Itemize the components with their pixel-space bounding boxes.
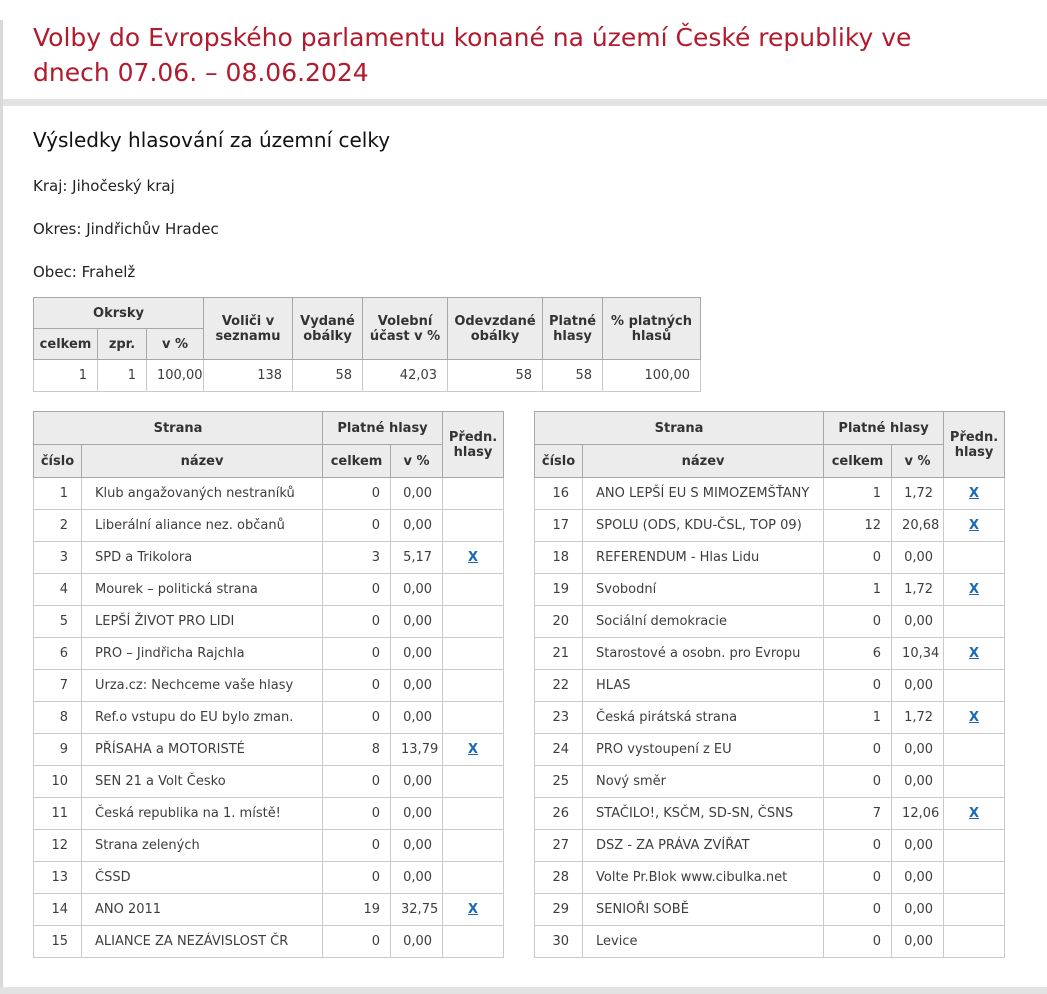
- window-edge-bottom: [0, 987, 1047, 994]
- party-name: PŘÍSAHA a MOTORISTÉ: [82, 734, 323, 766]
- party-votes-total: 0: [323, 830, 391, 862]
- party-header-strana: Strana: [535, 412, 824, 445]
- party-header-vpct: v %: [391, 445, 443, 478]
- party-name: Strana zelených: [82, 830, 323, 862]
- pref-votes-link[interactable]: X: [969, 486, 980, 501]
- party-name: SEN 21 a Volt Česko: [82, 766, 323, 798]
- pref-votes-link[interactable]: X: [969, 582, 980, 597]
- summary-header-zpr: zpr.: [98, 329, 147, 360]
- party-votes-total: 8: [323, 734, 391, 766]
- party-row: [34, 510, 504, 542]
- section-heading: Výsledky hlasování za územní celky: [33, 128, 391, 152]
- party-header-platne-hlasy: Platné hlasy: [824, 412, 944, 445]
- party-pref-cell: [944, 894, 1005, 926]
- party-pref-cell: [944, 606, 1005, 638]
- party-number: 28: [535, 862, 583, 894]
- party-votes-percent: 32,75: [391, 894, 443, 926]
- party-name: Klub angažovaných nestraníků: [82, 478, 323, 510]
- party-number: 18: [535, 542, 583, 574]
- party-number: 6: [34, 638, 82, 670]
- summary-header-okrsky: Okrsky: [34, 298, 204, 329]
- party-votes-total: 7: [824, 798, 892, 830]
- summary-header-vpct: v %: [147, 329, 204, 360]
- party-votes-total: 0: [824, 542, 892, 574]
- party-number: 12: [34, 830, 82, 862]
- party-pref-cell: [443, 734, 504, 766]
- party-name: ANO 2011: [82, 894, 323, 926]
- party-votes-total: 3: [323, 542, 391, 574]
- region-line: Kraj: Jihočeský kraj: [33, 177, 175, 195]
- party-number: 20: [535, 606, 583, 638]
- party-votes-percent: 20,68: [892, 510, 944, 542]
- party-table-left: [33, 411, 504, 958]
- party-votes-percent: 0,00: [892, 894, 944, 926]
- party-pref-cell: [443, 926, 504, 958]
- party-number: 7: [34, 670, 82, 702]
- summary-header-pct-platnych: % platných hlasů: [603, 298, 701, 360]
- party-row: [34, 926, 504, 958]
- pref-votes-link[interactable]: X: [969, 518, 980, 533]
- party-votes-total: 12: [824, 510, 892, 542]
- party-number: 9: [34, 734, 82, 766]
- party-row: [535, 830, 1005, 862]
- party-votes-percent: 0,00: [892, 734, 944, 766]
- party-number: 27: [535, 830, 583, 862]
- party-row: [34, 638, 504, 670]
- district-line: Okres: Jindřichův Hradec: [33, 220, 219, 238]
- party-header-celkem: celkem: [323, 445, 391, 478]
- party-row: [535, 926, 1005, 958]
- party-name: Ref.o vstupu do EU bylo zman.: [82, 702, 323, 734]
- party-votes-percent: 0,00: [892, 926, 944, 958]
- party-votes-percent: 0,00: [391, 926, 443, 958]
- party-number: 30: [535, 926, 583, 958]
- party-name: Nový směr: [583, 766, 824, 798]
- party-pref-cell: [944, 510, 1005, 542]
- party-number: 14: [34, 894, 82, 926]
- party-row: [535, 862, 1005, 894]
- party-votes-total: 0: [323, 670, 391, 702]
- party-votes-percent: 0,00: [391, 830, 443, 862]
- party-votes-total: 6: [824, 638, 892, 670]
- party-pref-cell: [944, 830, 1005, 862]
- party-table-right: [534, 411, 1005, 958]
- party-votes-percent: 0,00: [892, 670, 944, 702]
- party-pref-cell: [443, 766, 504, 798]
- party-name: Volte Pr.Blok www.cibulka.net: [583, 862, 824, 894]
- party-votes-percent: 13,79: [391, 734, 443, 766]
- party-header-predn-hlasy: Předn. hlasy: [443, 412, 504, 478]
- pref-votes-link[interactable]: X: [468, 550, 479, 565]
- party-name: LEPŠÍ ŽIVOT PRO LIDI: [82, 606, 323, 638]
- page-title: Volby do Evropského parlamentu konané na území České republiky ve dnech 07.06. – 08.06.2024: [33, 23, 912, 87]
- party-pref-cell: [944, 926, 1005, 958]
- party-votes-total: 0: [323, 638, 391, 670]
- party-number: 29: [535, 894, 583, 926]
- party-votes-total: 0: [323, 926, 391, 958]
- pref-votes-link[interactable]: X: [468, 902, 479, 917]
- party-votes-percent: 12,06: [892, 798, 944, 830]
- party-votes-percent: 0,00: [391, 798, 443, 830]
- party-votes-percent: 0,00: [391, 606, 443, 638]
- party-name: SENIOŘI SOBĚ: [583, 894, 824, 926]
- party-name: DSZ - ZA PRÁVA ZVÍŘAT: [583, 830, 824, 862]
- party-votes-total: 0: [323, 606, 391, 638]
- party-votes-percent: 0,00: [391, 478, 443, 510]
- party-votes-total: 1: [824, 574, 892, 606]
- party-name: ALIANCE ZA NEZÁVISLOST ČR: [82, 926, 323, 958]
- party-votes-total: 0: [824, 766, 892, 798]
- party-votes-percent: 1,72: [892, 702, 944, 734]
- party-votes-total: 0: [323, 478, 391, 510]
- summary-value-odevzdane: 58: [448, 360, 543, 392]
- party-name: STAČILO!, KSČM, SD-SN, ČSNS: [583, 798, 824, 830]
- party-votes-percent: 0,00: [391, 638, 443, 670]
- party-row: [535, 766, 1005, 798]
- party-name: Starostové a osobn. pro Evropu: [583, 638, 824, 670]
- party-pref-cell: [944, 702, 1005, 734]
- party-votes-percent: 5,17: [391, 542, 443, 574]
- party-row: [34, 670, 504, 702]
- party-number: 21: [535, 638, 583, 670]
- party-pref-cell: [944, 542, 1005, 574]
- party-votes-percent: 1,72: [892, 574, 944, 606]
- party-row: [34, 766, 504, 798]
- party-row: [535, 574, 1005, 606]
- party-votes-total: 0: [824, 862, 892, 894]
- municipality-line: Obec: Frahelž: [33, 263, 136, 281]
- summary-value-ucast: 42,03: [363, 360, 448, 392]
- party-pref-cell: [443, 606, 504, 638]
- pref-votes-link[interactable]: X: [969, 710, 980, 725]
- party-table-right-body: [535, 478, 1005, 958]
- party-pref-cell: [443, 542, 504, 574]
- party-header-nazev: název: [583, 445, 824, 478]
- party-name: HLAS: [583, 670, 824, 702]
- party-pref-cell: [944, 734, 1005, 766]
- party-row: [535, 798, 1005, 830]
- party-pref-cell: [443, 574, 504, 606]
- party-votes-percent: 0,00: [892, 606, 944, 638]
- party-pref-cell: [443, 862, 504, 894]
- party-votes-percent: 10,34: [892, 638, 944, 670]
- party-name: ČSSD: [82, 862, 323, 894]
- party-row: [535, 510, 1005, 542]
- party-pref-cell: [443, 638, 504, 670]
- party-name: Urza.cz: Nechceme vaše hlasy: [82, 670, 323, 702]
- summary-value-platne: 58: [543, 360, 603, 392]
- party-votes-total: 0: [323, 862, 391, 894]
- party-number: 17: [535, 510, 583, 542]
- party-pref-cell: [944, 798, 1005, 830]
- party-header-platne-hlasy: Platné hlasy: [323, 412, 443, 445]
- summary-header-platne: Platné hlasy: [543, 298, 603, 360]
- party-row: [535, 638, 1005, 670]
- party-pref-cell: [944, 766, 1005, 798]
- party-header-cislo: číslo: [34, 445, 82, 478]
- party-votes-percent: 0,00: [892, 830, 944, 862]
- summary-header-vydane: Vydané obálky: [293, 298, 363, 360]
- party-tables: [33, 411, 1003, 958]
- party-row: [535, 606, 1005, 638]
- party-name: SPD a Trikolora: [82, 542, 323, 574]
- summary-value-okrsky-zpr: 1: [98, 360, 147, 392]
- party-row: [34, 862, 504, 894]
- party-number: 5: [34, 606, 82, 638]
- party-number: 11: [34, 798, 82, 830]
- results-section: [0, 128, 1047, 958]
- party-number: 8: [34, 702, 82, 734]
- summary-value-vydane: 58: [293, 360, 363, 392]
- party-pref-cell: [443, 894, 504, 926]
- party-row: [535, 734, 1005, 766]
- party-name: Česká republika na 1. místě!: [82, 798, 323, 830]
- party-row: [535, 702, 1005, 734]
- party-name: Sociální demokracie: [583, 606, 824, 638]
- party-row: [535, 670, 1005, 702]
- party-row: [34, 830, 504, 862]
- party-votes-percent: 0,00: [391, 862, 443, 894]
- window-edge-left: [0, 20, 3, 994]
- party-number: 13: [34, 862, 82, 894]
- party-number: 3: [34, 542, 82, 574]
- party-votes-percent: 0,00: [391, 510, 443, 542]
- party-number: 24: [535, 734, 583, 766]
- summary-table: [33, 297, 701, 392]
- party-header-celkem: celkem: [824, 445, 892, 478]
- summary-header-celkem: celkem: [34, 329, 98, 360]
- party-name: Česká pirátská strana: [583, 702, 824, 734]
- summary-value-okrsky-celkem: 1: [34, 360, 98, 392]
- party-number: 4: [34, 574, 82, 606]
- party-votes-percent: 0,00: [391, 670, 443, 702]
- party-pref-cell: [443, 798, 504, 830]
- party-votes-percent: 0,00: [391, 574, 443, 606]
- party-pref-cell: [443, 478, 504, 510]
- pref-votes-link[interactable]: X: [969, 806, 980, 821]
- party-row: [34, 606, 504, 638]
- party-header-predn-hlasy: Předn. hlasy: [944, 412, 1005, 478]
- party-row: [34, 478, 504, 510]
- party-votes-total: 0: [824, 926, 892, 958]
- party-pref-cell: [944, 862, 1005, 894]
- party-row: [34, 734, 504, 766]
- party-name: SPOLU (ODS, KDU-ČSL, TOP 09): [583, 510, 824, 542]
- party-header-strana: Strana: [34, 412, 323, 445]
- party-votes-percent: 1,72: [892, 478, 944, 510]
- summary-row: [34, 360, 701, 392]
- party-name: Levice: [583, 926, 824, 958]
- party-votes-total: 0: [323, 766, 391, 798]
- party-votes-total: 0: [323, 510, 391, 542]
- party-pref-cell: [443, 702, 504, 734]
- party-row: [535, 478, 1005, 510]
- party-votes-total: 1: [824, 478, 892, 510]
- party-number: 2: [34, 510, 82, 542]
- party-votes-total: 0: [824, 830, 892, 862]
- party-pref-cell: [443, 830, 504, 862]
- party-name: Liberální aliance nez. občanů: [82, 510, 323, 542]
- party-pref-cell: [944, 478, 1005, 510]
- party-number: 26: [535, 798, 583, 830]
- party-votes-percent: 0,00: [892, 862, 944, 894]
- party-pref-cell: [443, 510, 504, 542]
- party-pref-cell: [944, 670, 1005, 702]
- party-votes-total: 0: [824, 670, 892, 702]
- party-header-nazev: název: [82, 445, 323, 478]
- party-row: [34, 798, 504, 830]
- party-header-vpct: v %: [892, 445, 944, 478]
- party-number: 15: [34, 926, 82, 958]
- summary-value-volici: 138: [204, 360, 293, 392]
- party-row: [34, 542, 504, 574]
- party-votes-percent: 0,00: [391, 766, 443, 798]
- party-name: REFERENDUM - Hlas Lidu: [583, 542, 824, 574]
- party-name: PRO vystoupení z EU: [583, 734, 824, 766]
- party-number: 10: [34, 766, 82, 798]
- summary-header-odevzdane: Odevzdané obálky: [448, 298, 543, 360]
- summary-header-ucast: Volební účast v %: [363, 298, 448, 360]
- party-header-cislo: číslo: [535, 445, 583, 478]
- party-votes-total: 0: [323, 702, 391, 734]
- party-number: 16: [535, 478, 583, 510]
- party-number: 19: [535, 574, 583, 606]
- party-votes-total: 0: [824, 894, 892, 926]
- party-votes-total: 0: [824, 606, 892, 638]
- party-row: [34, 702, 504, 734]
- party-table-left-body: [34, 478, 504, 958]
- party-row: [535, 894, 1005, 926]
- summary-value-pct-platnych: 100,00: [603, 360, 701, 392]
- summary-value-okrsky-vpct: 100,00: [147, 360, 204, 392]
- party-row: [34, 574, 504, 606]
- party-votes-total: 1: [824, 702, 892, 734]
- party-number: 23: [535, 702, 583, 734]
- party-votes-percent: 0,00: [391, 702, 443, 734]
- page-content: [0, 20, 1047, 90]
- party-votes-percent: 0,00: [892, 766, 944, 798]
- party-name: PRO – Jindřicha Rajchla: [82, 638, 323, 670]
- pref-votes-link[interactable]: X: [969, 646, 980, 661]
- party-votes-total: 0: [824, 734, 892, 766]
- summary-header-volici: Voliči v seznamu: [204, 298, 293, 360]
- title-divider: [0, 99, 1047, 106]
- party-pref-cell: [443, 670, 504, 702]
- party-name: Mourek – politická strana: [82, 574, 323, 606]
- party-votes-total: 0: [323, 798, 391, 830]
- party-row: [34, 894, 504, 926]
- party-pref-cell: [944, 638, 1005, 670]
- party-votes-total: 19: [323, 894, 391, 926]
- party-name: Svobodní: [583, 574, 824, 606]
- pref-votes-link[interactable]: X: [468, 742, 479, 757]
- party-number: 25: [535, 766, 583, 798]
- party-name: ANO LEPŠÍ EU S MIMOZEMŠŤANY: [583, 478, 824, 510]
- party-row: [535, 542, 1005, 574]
- party-votes-percent: 0,00: [892, 542, 944, 574]
- party-number: 22: [535, 670, 583, 702]
- party-pref-cell: [944, 574, 1005, 606]
- party-votes-total: 0: [323, 574, 391, 606]
- party-number: 1: [34, 478, 82, 510]
